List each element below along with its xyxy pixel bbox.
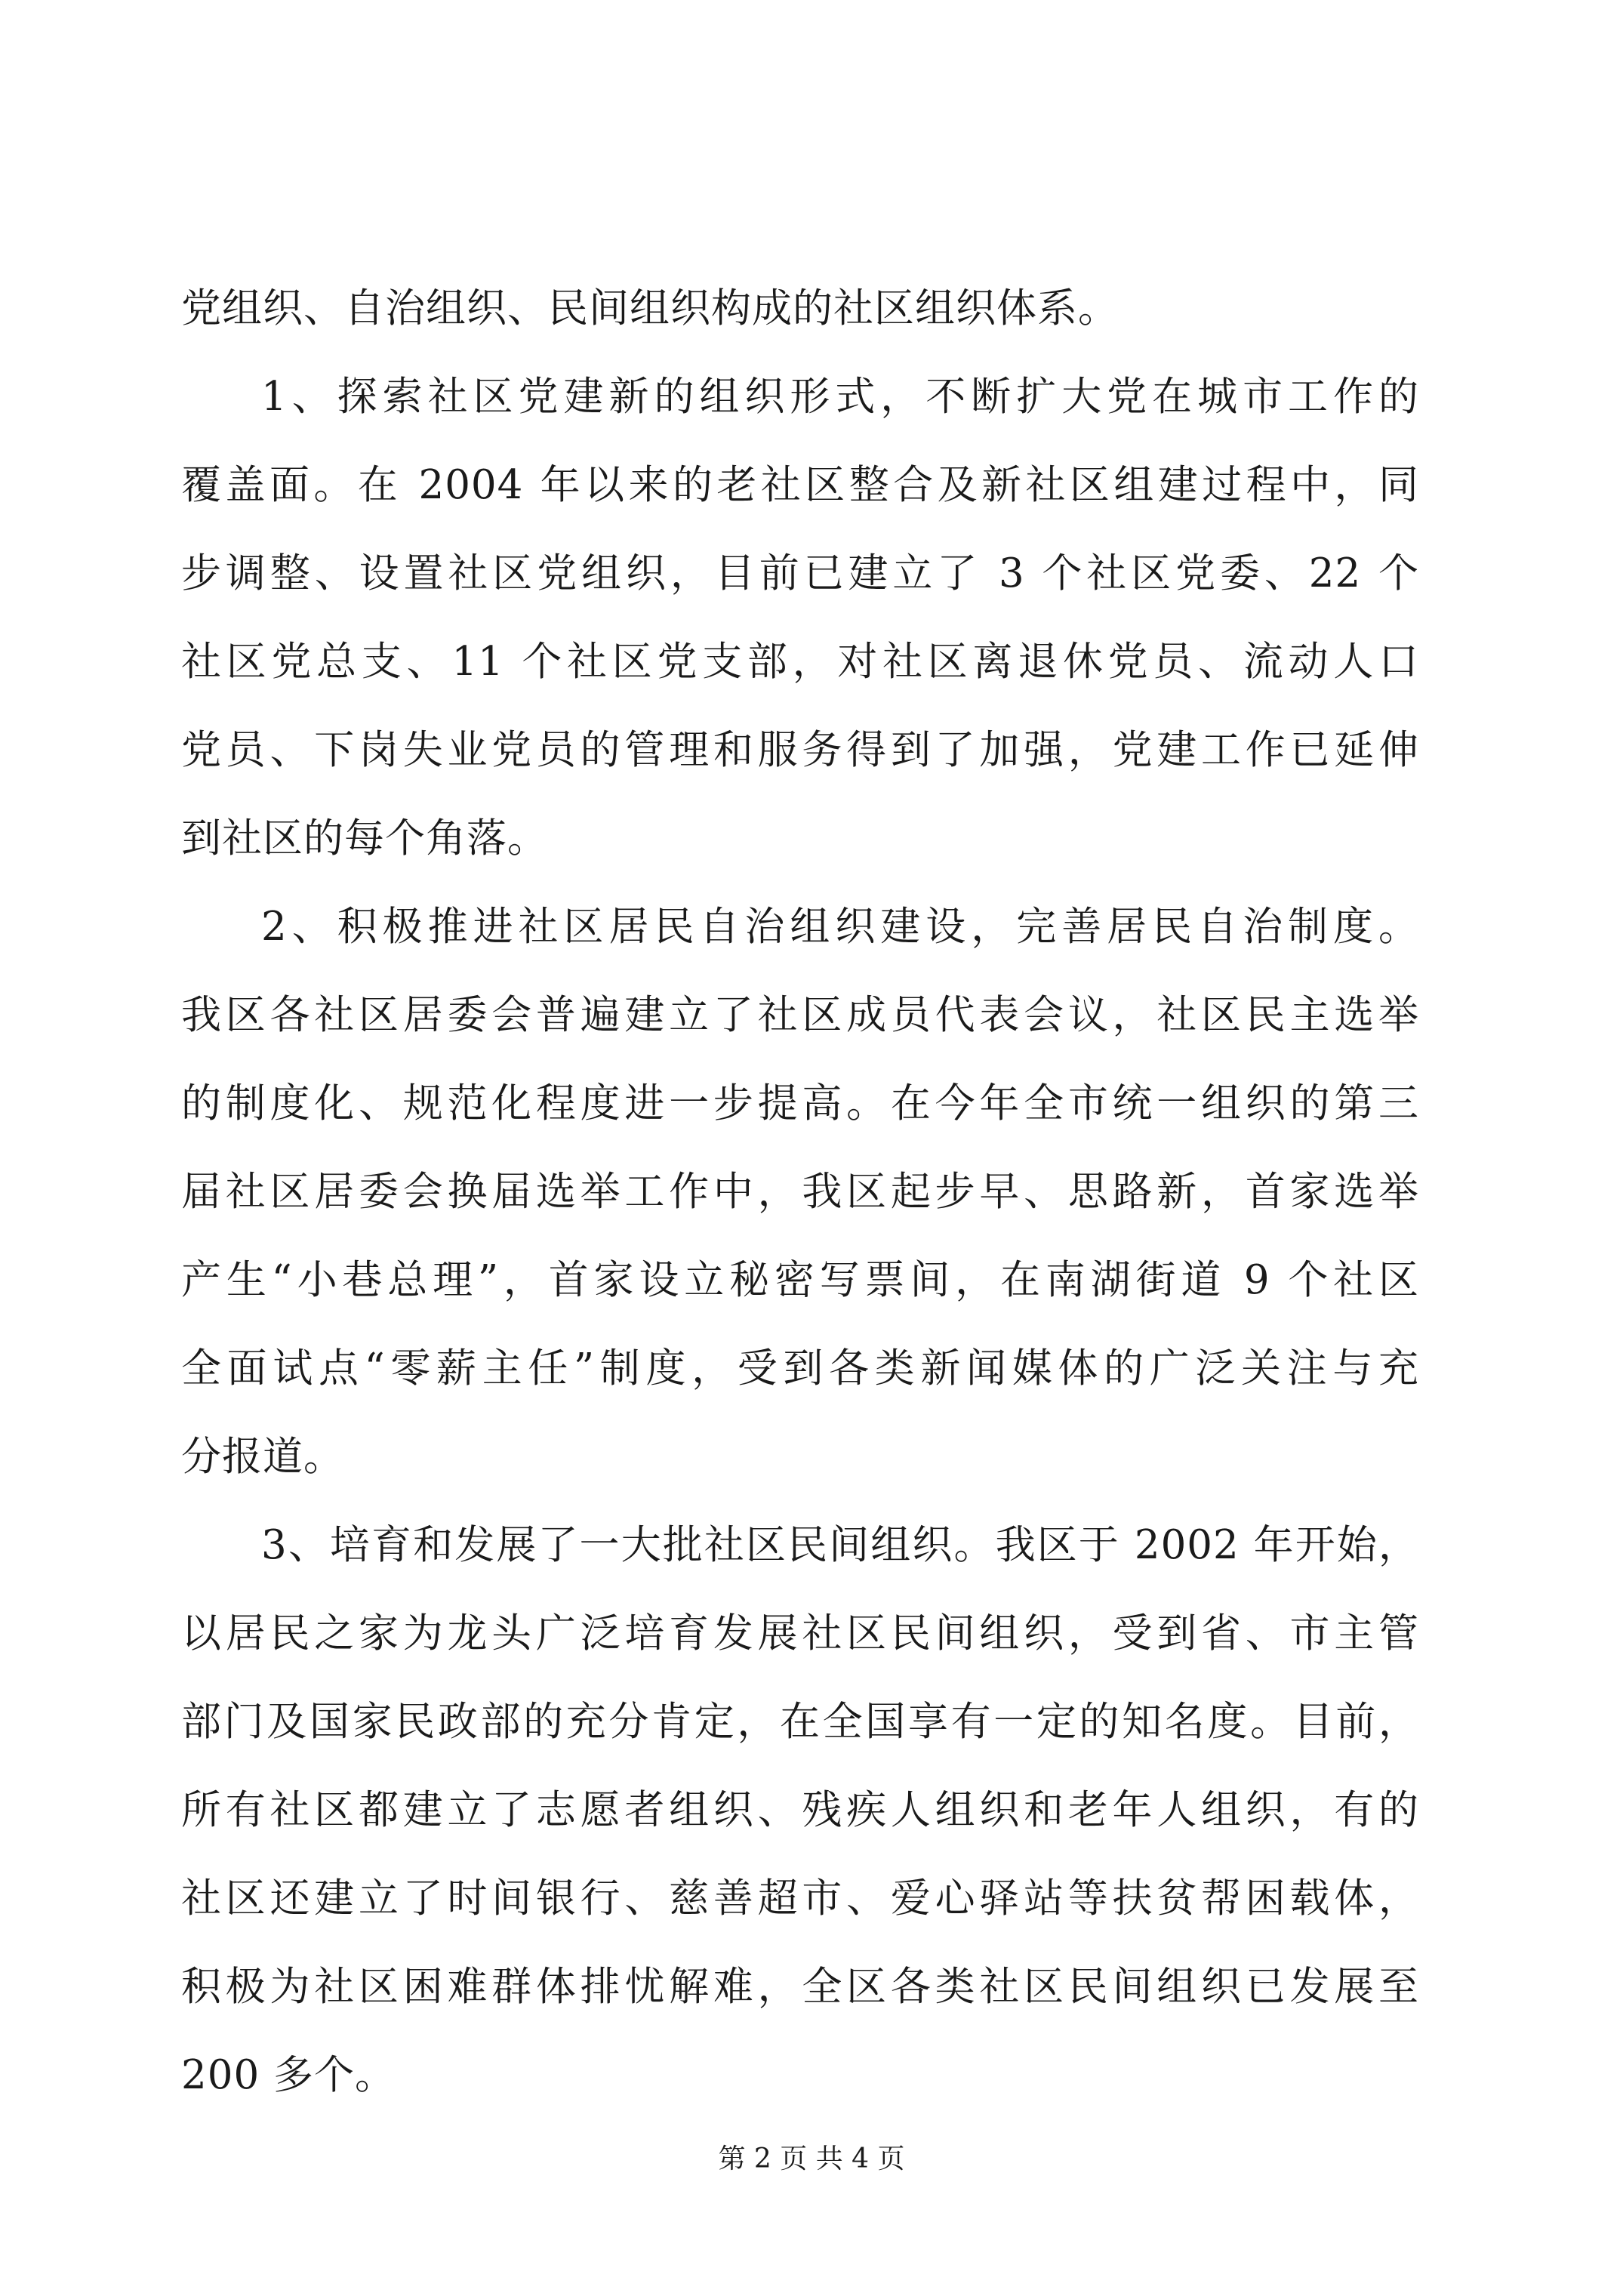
text-line: 2、积极推进社区居民自治组织建设，完善居民自治制度。 (261, 904, 1419, 950)
paragraph-3 (181, 1501, 1419, 2119)
document-body (181, 264, 1419, 2119)
text-line: 步调整、设置社区党组织，目前已建立了 3 个社区党委、22 个 (181, 550, 1419, 596)
text-line: 200 多个。 (181, 2052, 396, 2098)
text-line: 产生“小巷总理”，首家设立秘密写票间，在南湖街道 9 个社区 (181, 1257, 1419, 1303)
paragraph-2 (181, 883, 1419, 1501)
text-line: 党组织、自治组织、民间组织构成的社区组织体系。 (181, 285, 1119, 331)
paragraph-1 (181, 353, 1419, 883)
text-line: 全面试点“零薪主任”制度，受到各类新闻媒体的广泛关注与充 (181, 1345, 1419, 1391)
text-line: 党员、下岗失业党员的管理和服务得到了加强，党建工作已延伸 (181, 727, 1419, 773)
text-line: 积极为社区困难群体排忧解难，全区各类社区民间组织已发展至 (181, 1964, 1419, 2010)
text-line: 的制度化、规范化程度进一步提高。在今年全市统一组织的第三 (181, 1080, 1419, 1126)
text-line: 社区党总支、11 个社区党支部，对社区离退休党员、流动人口 (181, 639, 1419, 685)
text-line: 社区还建立了时间银行、慈善超市、爱心驿站等扶贫帮困载体， (181, 1875, 1419, 1922)
text-line: 到社区的每个角落。 (181, 815, 548, 861)
text-line: 覆盖面。在 2004 年以来的老社区整合及新社区组建过程中，同 (181, 462, 1419, 508)
text-line: 1、探索社区党建新的组织形式，不断扩大党在城市工作的 (261, 374, 1419, 420)
text-line: 3、培育和发展了一大批社区民间组织。我区于 2002 年开始， (261, 1522, 1419, 1568)
paragraph-0 (181, 264, 1419, 353)
page-number-footer: 第 2 页 共 4 页 (718, 2143, 905, 2174)
text-line: 以居民之家为龙头广泛培育发展社区民间组织，受到省、市主管 (181, 1610, 1419, 1657)
text-line: 所有社区都建立了志愿者组织、残疾人组织和老年人组织，有的 (181, 1787, 1419, 1833)
text-line: 届社区居委会换届选举工作中，我区起步早、思路新，首家选举 (181, 1169, 1419, 1215)
text-line: 我区各社区居委会普遍建立了社区成员代表会议，社区民主选举 (181, 992, 1419, 1038)
text-line: 部门及国家民政部的充分肯定，在全国享有一定的知名度。目前， (181, 1699, 1419, 1745)
text-line: 分报道。 (181, 1434, 344, 1480)
